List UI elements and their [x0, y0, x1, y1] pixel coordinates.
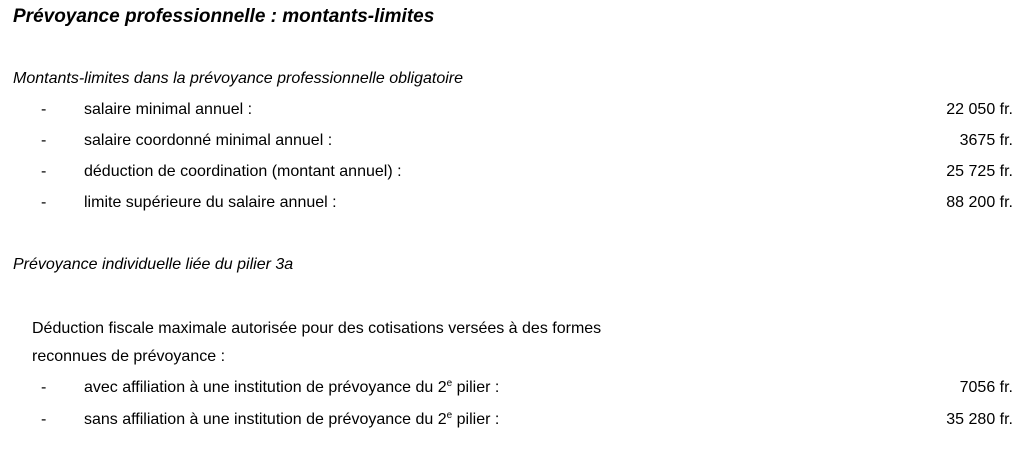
list-dash: -: [41, 132, 47, 149]
item-label-suffix: pilier :: [452, 411, 500, 428]
superscript-e: e: [446, 378, 453, 389]
item-label: salaire minimal annuel :: [84, 101, 253, 118]
section-heading-mandatory: Montants-limites dans la prévoyance professionnelle obligatoire: [13, 70, 464, 87]
item-amount: 25 725 fr.: [946, 163, 1013, 180]
intro-paragraph: [32, 315, 601, 371]
list-dash: -: [41, 194, 47, 211]
list-dash: -: [41, 379, 47, 396]
page-title: Prévoyance professionnelle : montants-limites: [13, 6, 435, 27]
superscript-e: e: [446, 410, 453, 421]
list-item: [0, 163, 1022, 187]
list-item: [0, 194, 1022, 218]
item-amount: 3675 fr.: [959, 132, 1013, 149]
item-label: salaire coordonné minimal annuel :: [84, 132, 333, 149]
intro-line-1: Déduction fiscale maximale autorisée pour des cotisations versées à des formes: [32, 320, 602, 337]
item-label: limite supérieure du salaire annuel :: [84, 194, 337, 211]
item-label: [84, 379, 499, 397]
item-label-prefix: sans affiliation à une institution de prévoyance du 2: [84, 411, 447, 428]
item-amount: 22 050 fr.: [946, 101, 1013, 118]
item-amount: 7056 fr.: [959, 379, 1013, 396]
item-label-prefix: avec affiliation à une institution de prévoyance du 2: [84, 379, 447, 396]
list-item: [0, 411, 1022, 435]
list-dash: -: [41, 411, 47, 428]
intro-line-2: reconnues de prévoyance :: [32, 348, 226, 365]
item-label: [84, 411, 499, 429]
list-dash: -: [41, 163, 47, 180]
item-amount: 88 200 fr.: [946, 194, 1013, 211]
section-heading-pillar-3a: Prévoyance individuelle liée du pilier 3a: [13, 256, 294, 273]
list-item: [0, 379, 1022, 403]
item-label: déduction de coordination (montant annuel) :: [84, 163, 402, 180]
item-amount: 35 280 fr.: [946, 411, 1013, 428]
list-item: [0, 132, 1022, 156]
list-item: [0, 101, 1022, 125]
list-dash: -: [41, 101, 47, 118]
item-label-suffix: pilier :: [452, 379, 500, 396]
